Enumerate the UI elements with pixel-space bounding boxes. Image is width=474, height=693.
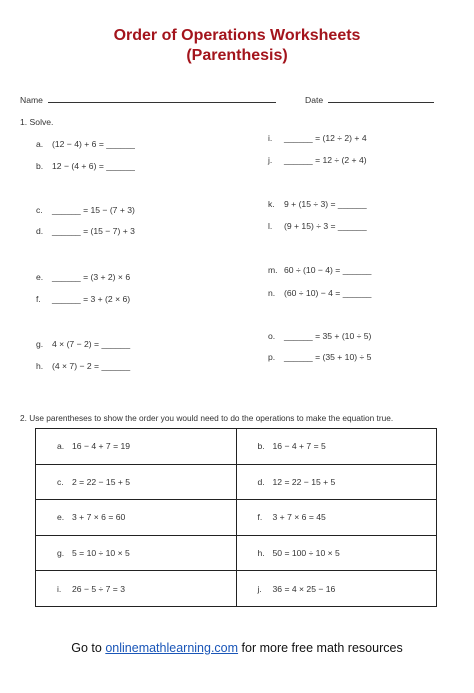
worksheet-title: Order of Operations Worksheets (113, 27, 361, 44)
problem-expression: (12 − 4) + 6 = ______ (52, 139, 135, 149)
cell-equation: 50 = 100 ÷ 10 × 5 (272, 548, 340, 559)
problem-expression: 9 + (15 ÷ 3) = ______ (284, 199, 367, 209)
table-cell[interactable] (36, 571, 237, 607)
problem-label: i. (268, 133, 273, 143)
problem-c (36, 205, 135, 216)
cell-label: g. (57, 548, 65, 559)
problem-expression: ______ = (3 + 2) × 6 (52, 272, 131, 282)
problem-label: h. (36, 361, 44, 371)
problem-label: b. (36, 161, 44, 171)
table-cell[interactable] (236, 429, 437, 465)
problem-label: p. (268, 352, 276, 362)
problem-l (268, 221, 367, 232)
cell-equation: 12 = 22 − 15 + 5 (272, 476, 336, 487)
cell-label: c. (57, 476, 64, 487)
problem-expression: ______ = (35 + 10) ÷ 5 (284, 352, 372, 362)
problem-expression: ______ = (15 − 7) + 3 (52, 226, 135, 236)
cell-equation: 16 − 4 + 7 = 5 (272, 441, 326, 452)
date-label: Date (305, 95, 324, 105)
problem-expression: 60 ÷ (10 − 4) = ______ (284, 265, 372, 275)
cell-equation: 36 = 4 × 25 − 16 (272, 583, 336, 594)
problem-expression: (60 ÷ 10) − 4 = ______ (284, 288, 372, 298)
problem-d (36, 226, 135, 237)
problem-expression: ______ = 35 + (10 ÷ 5) (284, 331, 372, 341)
cell-equation: 3 + 7 × 6 = 45 (272, 512, 326, 523)
problem-label: m. (268, 265, 278, 275)
cell-label: e. (57, 512, 65, 523)
cell-label: i. (57, 583, 62, 594)
problem-label: f. (36, 294, 41, 304)
table-cell[interactable] (236, 571, 437, 607)
problem-j (268, 155, 367, 166)
problem-o (268, 331, 371, 342)
cell-label: a. (57, 441, 65, 452)
cell-label: j. (257, 583, 262, 594)
table-row (36, 464, 437, 500)
table-cell[interactable] (236, 535, 437, 571)
cell-label: d. (257, 476, 265, 487)
problem-e (36, 272, 130, 283)
footer-suffix: for more free math resources (238, 641, 403, 655)
problem-label: d. (36, 226, 44, 236)
table-cell[interactable] (36, 535, 237, 571)
cell-label: b. (257, 441, 265, 452)
cell-equation: 16 − 4 + 7 = 19 (72, 441, 131, 452)
problem-h (36, 361, 130, 372)
table-cell[interactable] (236, 464, 437, 500)
problem-a (36, 139, 135, 150)
problem-expression: 4 × (7 − 2) = ______ (52, 339, 131, 349)
problem-label: l. (268, 221, 273, 231)
problem-expression: (9 + 15) ÷ 3 = ______ (284, 221, 367, 231)
problem-expression: ______ = 3 + (2 × 6) (52, 294, 131, 304)
cell-equation: 2 = 22 − 15 + 5 (72, 476, 131, 487)
problem-k (268, 199, 367, 210)
cell-equation: 5 = 10 ÷ 10 × 5 (72, 548, 130, 559)
footer (0, 640, 474, 656)
footer-link[interactable]: onlinemathlearning.com (105, 641, 239, 655)
section2-heading: 2. Use parentheses to show the order you would need to do the operations to make the equation true. (20, 413, 394, 423)
footer-prefix: Go to (71, 641, 106, 655)
problem-m (268, 265, 371, 276)
problem-expression: (4 × 7) − 2 = ______ (52, 361, 131, 371)
worksheet-subtitle: (Parenthesis) (186, 47, 288, 64)
problem-n (268, 288, 371, 299)
problem-f (36, 294, 130, 305)
problem-label: n. (268, 288, 276, 298)
problem-p (268, 352, 371, 363)
table-row (36, 429, 437, 465)
cell-equation: 26 − 5 ÷ 7 = 3 (72, 583, 125, 594)
problem-label: g. (36, 339, 44, 349)
table-row (36, 500, 437, 536)
cell-label: h. (257, 548, 265, 559)
cell-label: f. (257, 512, 263, 523)
problem-expression: ______ = (12 ÷ 2) + 4 (284, 133, 367, 143)
section1-heading: 1. Solve. (20, 117, 54, 127)
problem-g (36, 339, 130, 350)
cell-equation: 3 + 7 × 6 = 60 (72, 512, 126, 523)
problem-expression: ______ = 15 − (7 + 3) (52, 205, 135, 215)
problem-label: e. (36, 272, 44, 282)
name-label: Name (20, 95, 43, 105)
table-cell[interactable] (36, 429, 237, 465)
problem-label: k. (268, 199, 275, 209)
date-line[interactable] (328, 102, 434, 103)
equations-table (35, 428, 437, 607)
table-cell[interactable] (236, 500, 437, 536)
problem-expression: ______ = 12 ÷ (2 + 4) (284, 155, 367, 165)
problem-b (36, 161, 135, 172)
table-cell[interactable] (36, 500, 237, 536)
name-line[interactable] (48, 102, 276, 103)
table-row (36, 535, 437, 571)
problem-label: a. (36, 139, 44, 149)
table-row (36, 571, 437, 607)
problem-label: j. (268, 155, 273, 165)
problem-expression: 12 − (4 + 6) = ______ (52, 161, 135, 171)
problem-label: o. (268, 331, 276, 341)
table-cell[interactable] (36, 464, 237, 500)
problem-i (268, 133, 367, 144)
problem-label: c. (36, 205, 43, 215)
